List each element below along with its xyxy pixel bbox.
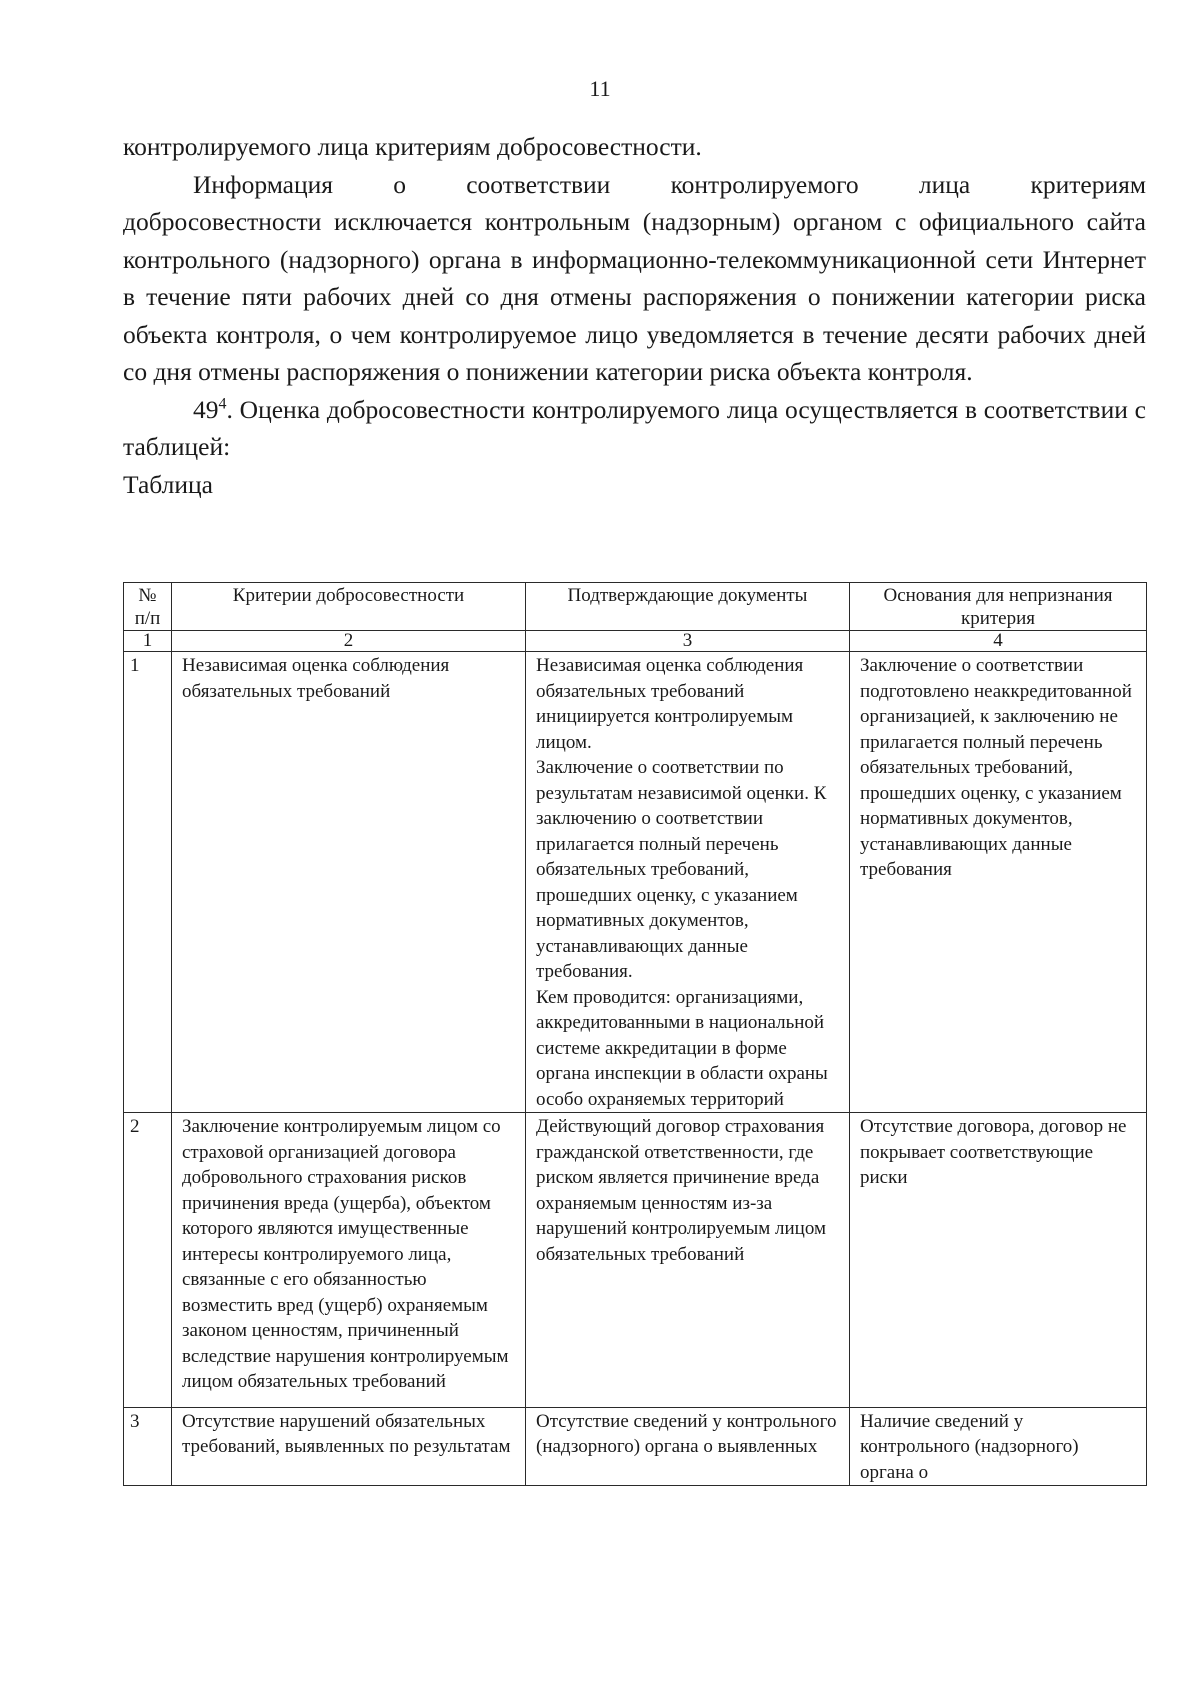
row-number: 2 — [124, 1113, 172, 1408]
criteria-table — [123, 582, 1147, 1486]
page-number: 11 — [589, 76, 611, 101]
paragraph-continuation: контролируемого лица критериям добросовестности. — [123, 132, 702, 161]
header-reasons: Основания для непризнания критерия — [850, 583, 1147, 631]
clause-text: . Оценка добросовестности контролируемого лица осуществляется в соответствии с таблицей: — [123, 394, 1146, 461]
column-number: 3 — [526, 631, 850, 652]
row-documents: Действующий договор страхования гражданской ответственности, где риском является причинение вреда охраняемым ценностям из-за нарушений контролируемым лицом обязательных требований — [526, 1113, 850, 1408]
body-text — [123, 128, 1146, 503]
row-criteria: Отсутствие нарушений обязательных требований, выявленных по результатам — [172, 1407, 526, 1486]
column-number: 4 — [850, 631, 1147, 652]
documents-part: Кем проводится: организациями, аккредитованными в национальной системе аккредитации в форме органа инспекции в области охраны особо охраняемых территорий — [536, 986, 828, 1110]
table-row — [124, 1407, 1147, 1486]
row-criteria: Заключение контролируемым лицом со страховой организацией договора добровольного страхования рисков причинения вреда (ущерба), объектом которого являются имущественные интересы контролируемого лица, связанные с его обязанностью возместить вред (ущерб) охраняемым законом ценностям, причиненный вследствие нарушения контролируемым лицом обязательных требований — [172, 1113, 526, 1408]
table-header-row — [124, 583, 1147, 631]
column-number-row — [124, 631, 1147, 652]
row-reasons: Отсутствие договора, договор не покрывает соответствующие риски — [850, 1113, 1147, 1408]
clause-number: 49 — [193, 394, 219, 424]
column-number: 1 — [124, 631, 172, 652]
header-documents: Подтверждающие документы — [526, 583, 850, 631]
row-number: 3 — [124, 1407, 172, 1486]
paragraph-49-4 — [123, 391, 1146, 466]
row-reasons: Заключение о соответствии подготовлено неаккредитованной организацией, к заключению не прилагается полный перечень обязательных требований, прошедших оценку, с указанием нормативных документов, устанавливающих данные требования — [850, 652, 1147, 1113]
table-caption: Таблица — [123, 469, 213, 499]
row-documents: Отсутствие сведений у контрольного (надзорного) органа о выявленных — [526, 1407, 850, 1486]
documents-part: Заключение о соответствии по результатам независимой оценки. К заключению о соответствии прилагается полный перечень обязательных требований, прошедших оценку, с указанием нормативных документов, устанавливающих данные требования. — [536, 757, 827, 982]
row-criteria: Независимая оценка соблюдения обязательных требований — [172, 652, 526, 1113]
paragraph-info-line1: Информация о соответствии контролируемого лица критериям — [193, 169, 1146, 199]
column-number: 2 — [172, 631, 526, 652]
row-documents — [526, 652, 850, 1113]
table-row — [124, 652, 1147, 1113]
paragraph-info-rest: добросовестности исключается контрольным (надзорным) органом с официального сайта контрольного (надзорного) органа в информационно-телекоммуникационной сети Интернет в течение пяти рабочих дней со дня отмены распоряжения о понижении категории риска объекта контроля, о чем контролируемое лицо уведомляется в течение десяти рабочих дней со дня отмены распоряжения о понижении категории риска объекта контроля. — [123, 207, 1146, 386]
row-number: 1 — [124, 652, 172, 1113]
table-row — [124, 1113, 1147, 1408]
row-reasons: Наличие сведений у контрольного (надзорного) органа о — [850, 1407, 1147, 1486]
clause-superscript: 4 — [218, 395, 227, 412]
header-criteria: Критерии добросовестности — [172, 583, 526, 631]
documents-part: Независимая оценка соблюдения обязательных требований инициируется контролируемым лицом. — [536, 655, 804, 753]
header-no: № п/п — [124, 583, 172, 631]
